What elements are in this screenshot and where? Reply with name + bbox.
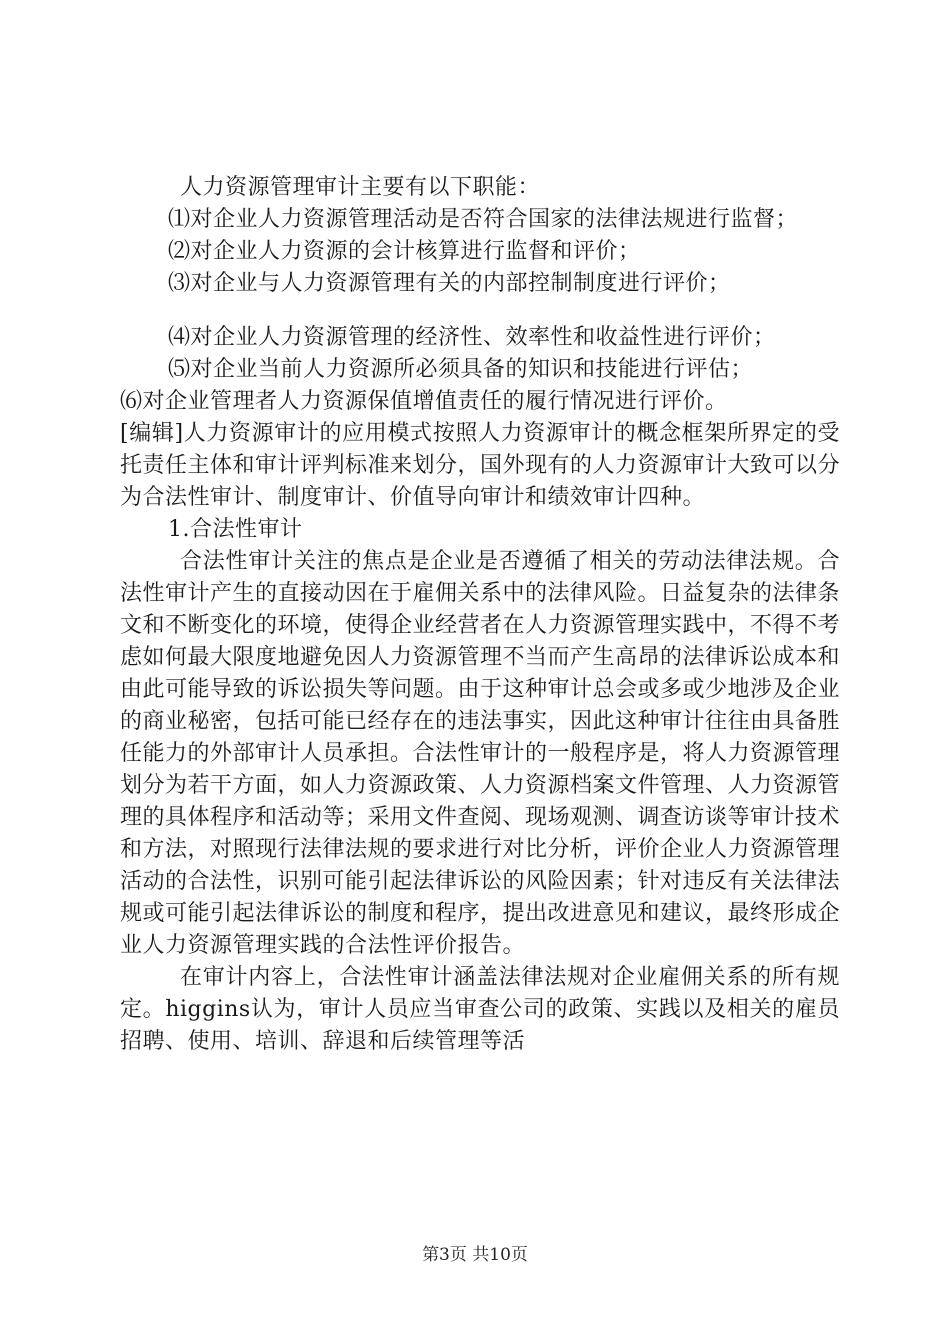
function-item-3: ⑶对企业与人力资源管理有关的内部控制制度进行评价； <box>168 271 731 296</box>
function-item-5: ⑸对企业当前人力资源所必须具备的知识和技能进行评估； <box>168 357 754 382</box>
function-item-6: ⑹对企业管理者人力资源保值增值责任的履行情况进行评价。 <box>120 389 728 414</box>
function-item-4: ⑷对企业人力资源管理的经济性、效率性和收益性进行评价； <box>168 325 776 350</box>
section-heading-legality-audit: 1.合法性审计 <box>168 517 303 542</box>
application-models-paragraph: [编辑]人力资源审计的应用模式按照人力资源审计的概念框架所界定的受托责任主体和审计评判标准来划分，国外现有的人力资源审计大致可以分为合法性审计、制度审计、价值导向审计和绩效审计四种。 <box>120 421 841 510</box>
page-number-footer: 第3页 共10页 <box>422 1245 528 1265</box>
paragraph-gap <box>120 300 840 322</box>
document-body <box>120 172 840 1058</box>
function-item-1: ⑴对企业人力资源管理活动是否符合国家的法律法规进行监督； <box>168 207 799 232</box>
legality-audit-paragraph: 合法性审计关注的焦点是企业是否遵循了相关的劳动法律法规。合法性审计产生的直接动因在于雇佣关系中的法律风险。日益复杂的法律条文和不断变化的环境，使得企业经营者在人力资源管理实践中，不得不考虑如何最大限度地避免因人力资源管理不当而产生高昂的法律诉讼成本和由此可能导致的诉讼损失等问题。由于这种审计总会或多或少地涉及企业的商业秘密，包括可能已经存在的违法事实，因此这种审计往往由具备胜任能力的外部审计人员承担。合法性审计的一般程序是，将人力资源管理划分为若干方面，如人力资源政策、人力资源档案文件管理、人力资源管理的具体程序和活动等；采用文件查阅、现场观测、调查访谈等审计技术和方法，对照现行法律法规的要求进行对比分析，评价企业人力资源管理活动的合法性，识别可能引起法律诉讼的风险因素；针对违反有关法律法规或可能引起法律诉讼的制度和程序，提出改进意见和建议，最终形成企业人力资源管理实践的合法性评价报告。 <box>120 549 841 958</box>
function-item-2: ⑵对企业人力资源的会计核算进行监督和评价； <box>168 239 641 264</box>
audit-content-paragraph: 在审计内容上，合法性审计涵盖法律法规对企业雇佣关系的所有规定。higgins认为，审计人员应当审查公司的政策、实践以及相关的雇员招聘、使用、培训、辞退和后续管理等活 <box>120 965 840 1054</box>
intro-paragraph: 人力资源管理审计主要有以下职能： <box>180 175 541 200</box>
